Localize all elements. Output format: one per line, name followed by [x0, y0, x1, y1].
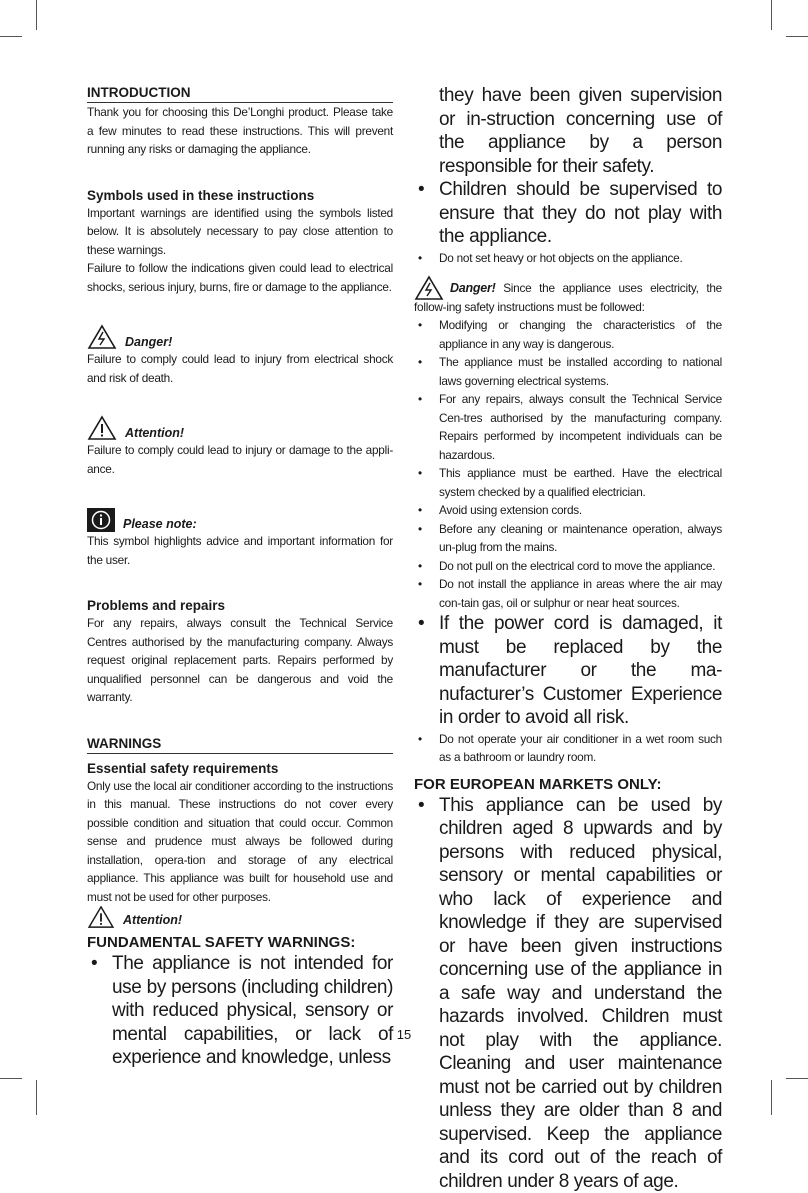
- continued-text: they have been given supervision or in-struction concerning use of the appliance by a person responsible for their safety.: [414, 84, 722, 178]
- symbols-text: Important warnings are identified using the symbols listed below. It is absolutely necessary to pay close attention to these warnings.: [87, 204, 393, 260]
- crop-mark: [771, 0, 772, 30]
- list-item: • Children should be supervised to ensure that they do not play with the appliance.: [414, 178, 722, 249]
- danger-intro: Since the appliance uses electricity, the follow-ing safety instructions must be followed:: [414, 281, 722, 314]
- danger-list: [414, 316, 722, 767]
- problems-text: For any repairs, always consult the Technical Service Centres authorised by the manufacturing company. Always request original replacement parts. Repairs performed by unqualified personnel can be dangerous and void the warranty.: [87, 614, 393, 707]
- list-item: • Modifying or changing the characteristics of the appliance in any way is dangerous.: [414, 316, 722, 353]
- fundamental-list: [87, 952, 393, 1070]
- list-item: • Do not operate your air conditioner in a wet room such as a bathroom or laundry room.: [414, 730, 722, 767]
- electric-danger-icon: [87, 324, 117, 350]
- danger-text: Failure to comply could lead to injury from electrical shock and risk of death.: [87, 350, 393, 387]
- symbols-text-failure: Failure to follow the indications given could lead to electrical shocks, serious injury, burns, fire or damage to the appliance.: [87, 259, 393, 296]
- introduction-heading: INTRODUCTION: [87, 84, 393, 103]
- crop-mark: [786, 36, 808, 37]
- attention-symbol-row-2: [87, 906, 393, 928]
- list-item: • Avoid using extension cords.: [414, 501, 722, 520]
- danger-intro-paragraph: [414, 279, 722, 316]
- list-item: • Do not pull on the electrical cord to move the appliance.: [414, 557, 722, 576]
- essential-heading: Essential safety requirements: [87, 760, 393, 777]
- list-item: • For any repairs, always consult the Technical Service Cen-tres authorised by the manufacturing company. Repairs performed by incompetent individuals can be hazardous.: [414, 390, 722, 464]
- crop-mark: [36, 0, 37, 30]
- warnings-heading: WARNINGS: [87, 735, 393, 754]
- list-item: • This appliance must be earthed. Have the electrical system checked by a qualified electrician.: [414, 464, 722, 501]
- list-item: • Do not set heavy or hot objects on the appliance.: [414, 249, 722, 268]
- list-item: • If the power cord is damaged, it must be replaced by the manufacturer or the ma-nufacturer’s Customer Experience in order to avoid all risk.: [414, 612, 722, 730]
- european-heading: FOR EUROPEAN MARKETS ONLY:: [414, 775, 722, 794]
- page-number: 15: [0, 1027, 808, 1042]
- list-item: • Before any cleaning or maintenance operation, always un-plug from the mains.: [414, 520, 722, 557]
- list-item: • Do not install the appliance in areas where the air may con-tain gas, oil or sulphur or near heat sources.: [414, 575, 722, 612]
- list-item: • This appliance can be used by children aged 8 upwards and by persons with reduced physical, sensory or mental capabilities or who lack of experience and knowledge if they are supervised or have been given instructions concerning use of the appliance in a safe way and understand the hazards involved. Children must not play with the appliance. Cleaning and user maintenance must not be carried out by children unless they are older than 8 and supervised. Keep the appliance and its cord out of the reach of children under 8 years of age.: [414, 794, 722, 1193]
- problems-heading: Problems and repairs: [87, 597, 393, 614]
- danger-symbol-row: [87, 324, 393, 350]
- attention-symbol-row: [87, 415, 393, 441]
- left-column: [87, 84, 393, 1070]
- warning-icon: [87, 415, 117, 441]
- crop-mark: [0, 1078, 22, 1079]
- crop-mark: [0, 36, 22, 37]
- crop-mark: [36, 1080, 37, 1115]
- danger-block: [414, 279, 722, 316]
- danger-label: Danger!: [450, 281, 495, 295]
- essential-text: Only use the local air conditioner according to the instructions in this manual. These instructions do not cover every possible condition and situation that could occur. Common sense and prudence must always be followed during installation, opera-tion and storage of any electrical appliance. This appliance was built for household use and must not be used for other purposes.: [87, 777, 393, 907]
- list-item: • The appliance must be installed according to national laws governing electrical systems.: [414, 353, 722, 390]
- crop-mark: [786, 1078, 808, 1079]
- children-list: [414, 178, 722, 249]
- attention-label: Attention!: [125, 426, 184, 441]
- attention-text: Failure to comply could lead to injury or damage to the appli-ance.: [87, 441, 393, 478]
- info-icon: [87, 508, 115, 532]
- fundamental-heading: FUNDAMENTAL SAFETY WARNINGS:: [87, 933, 393, 952]
- symbols-heading: Symbols used in these instructions: [87, 187, 393, 204]
- note-symbol-row: [87, 506, 393, 532]
- danger-label: Danger!: [125, 335, 172, 350]
- list-item: • The appliance is not intended for use by persons (including children) with reduced physical, sensory or mental capabilities, or lack of experience and knowledge, unless: [87, 952, 393, 1070]
- european-list: [414, 794, 722, 1193]
- warning-icon: [87, 906, 115, 928]
- note-text: This symbol highlights advice and important information for the user.: [87, 532, 393, 569]
- electric-danger-icon: [414, 275, 444, 301]
- crop-mark: [771, 1080, 772, 1115]
- heavy-list: [414, 249, 722, 268]
- introduction-text: Thank you for choosing this De’Longhi product. Please take a few minutes to read these instructions. This will prevent running any risks or damaging the appliance.: [87, 103, 393, 159]
- attention-label-2: Attention!: [123, 913, 182, 928]
- note-label: Please note:: [123, 517, 197, 532]
